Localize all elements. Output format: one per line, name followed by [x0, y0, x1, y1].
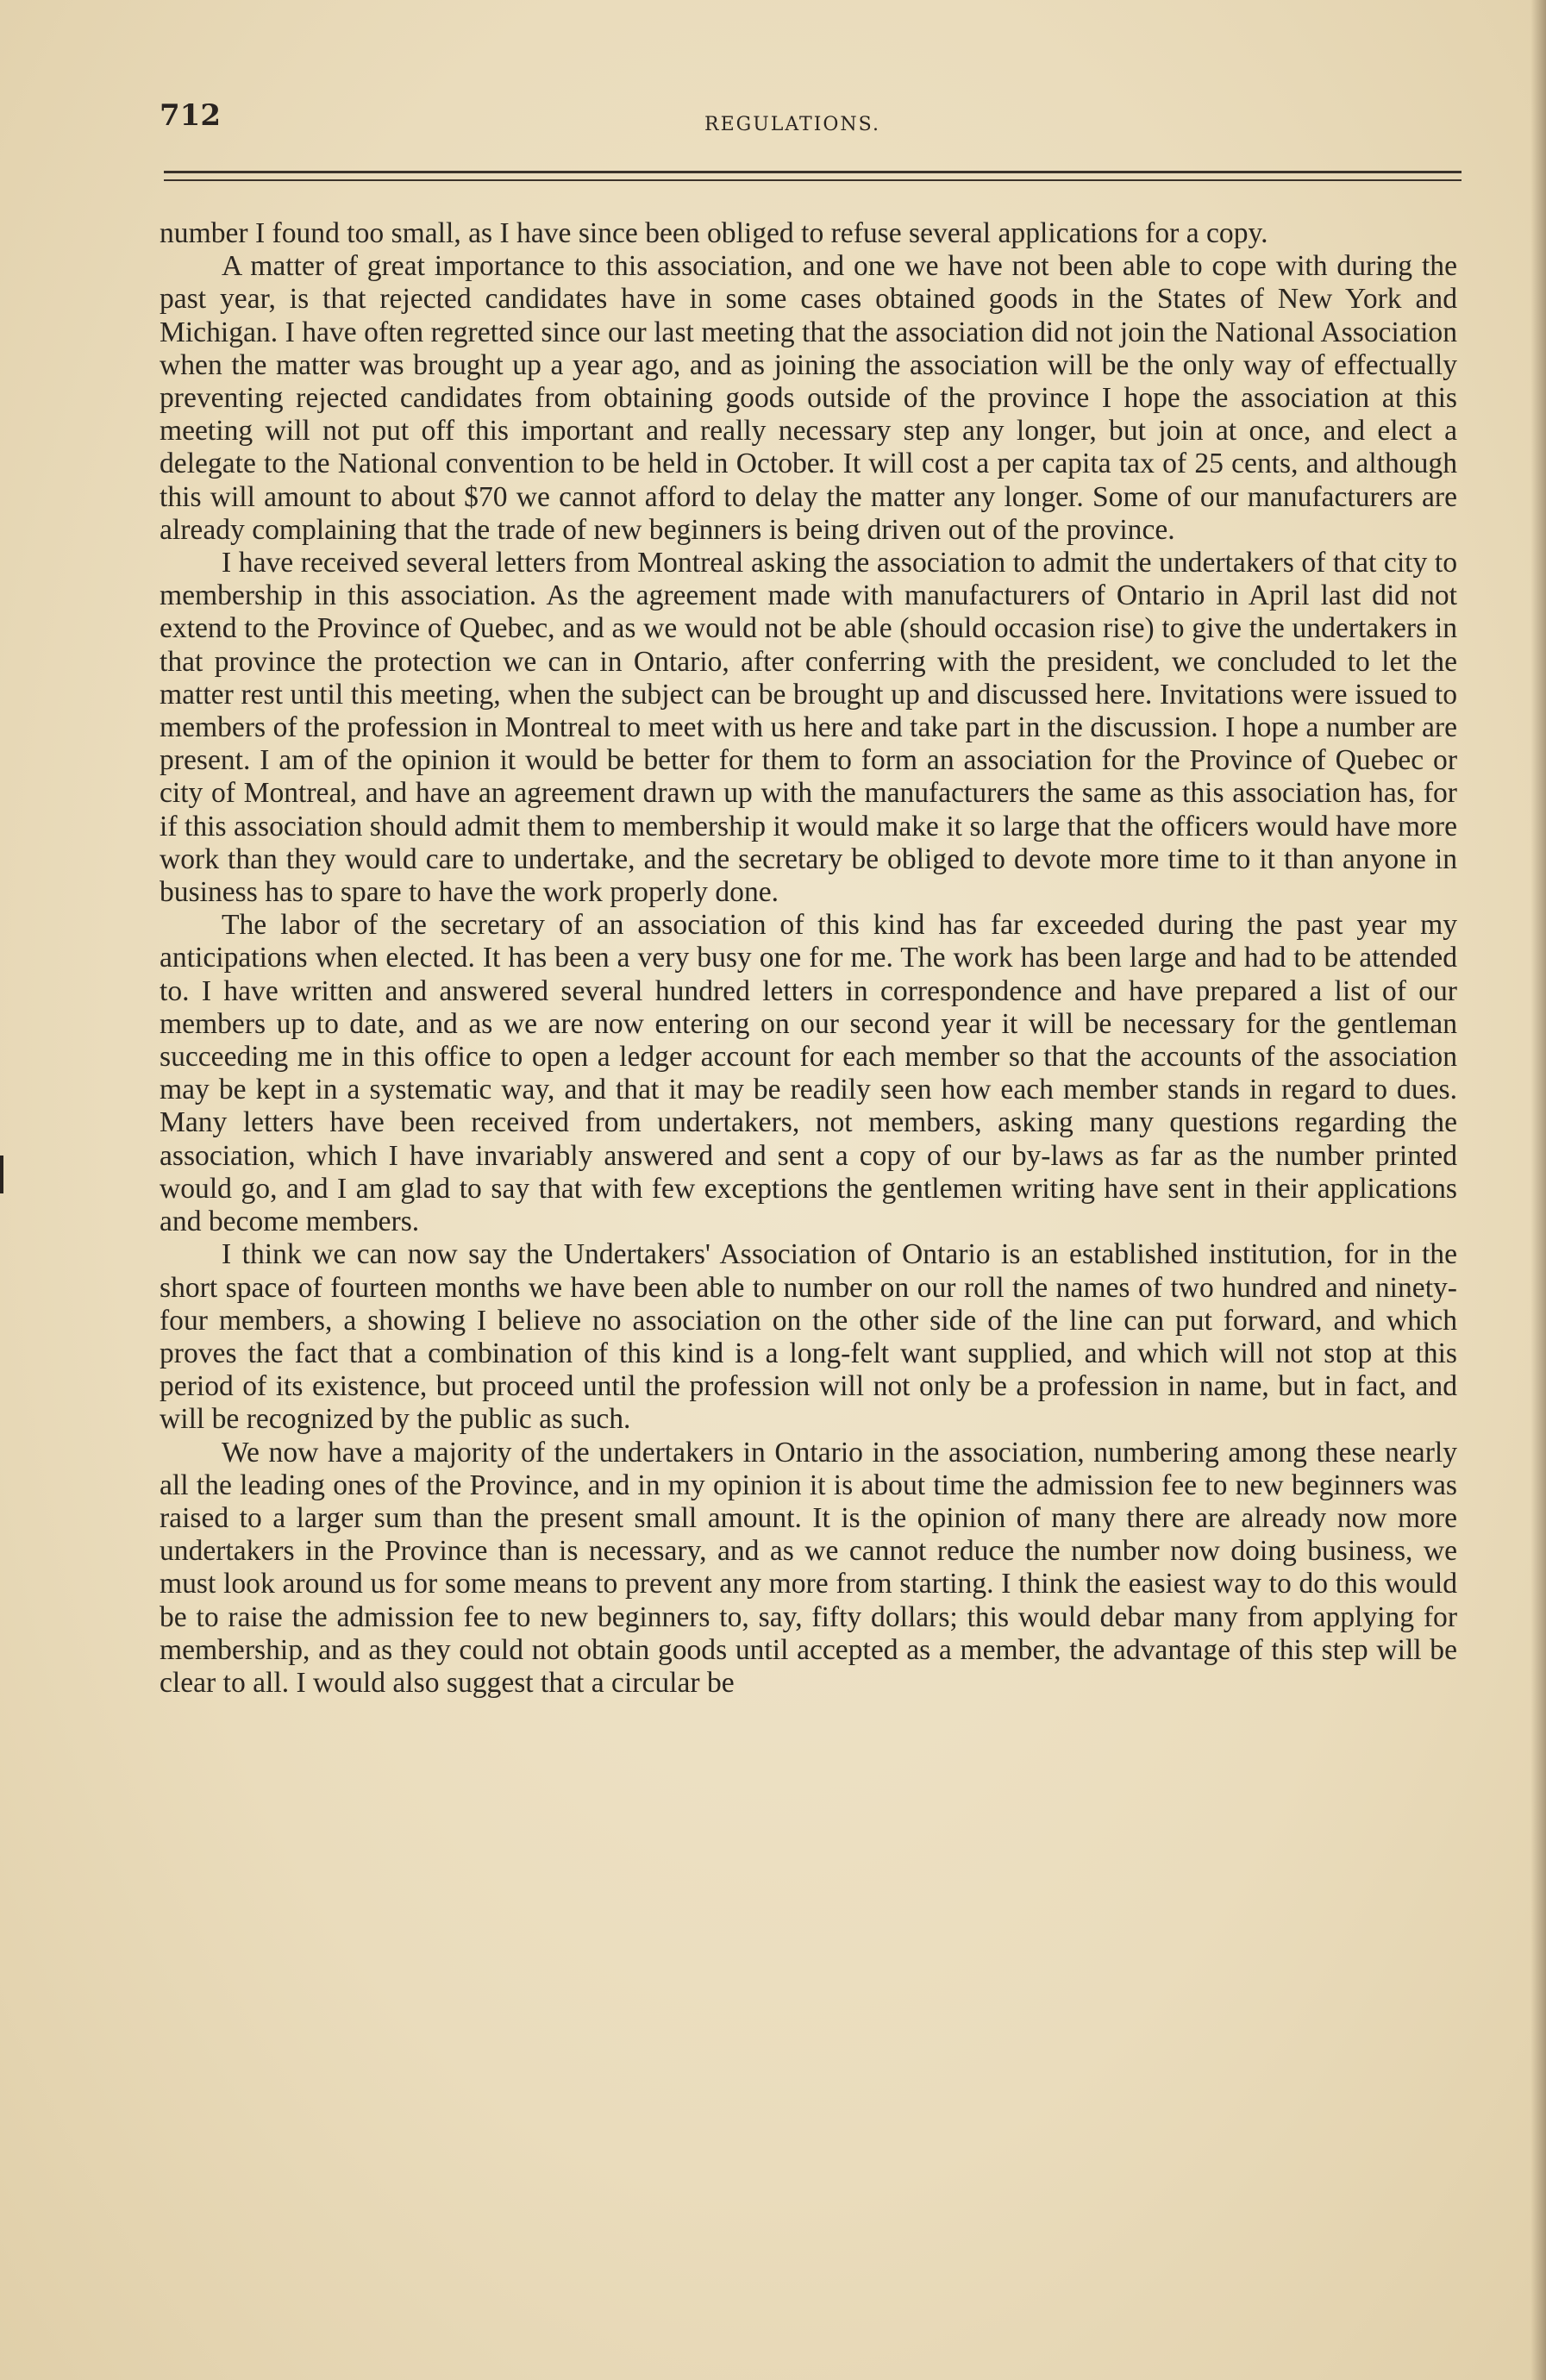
paragraph-rejected-candidates: A matter of great importance to this association, and one we have not been able to cope with during the past year, is that rejected candidates have in some cases obtained goods in the States of New York and Michigan. I have often regretted since our last meeting that the association did not join the National Association when the matter was brought up a year ago, and as joining the association will be the only way of effectually preventing rejected candidates from obtaining goods outside of the province I hope the association at this meeting will not put off this important and really necessary step any longer, but join at once, and elect a delegate to the National convention to be held in October. It will cost a per capita tax of 25 cents, and although this will amount to about $70 we cannot afford to delay the matter any longer. Some of our manufacturers are already complaining that the trade of new beginners is being driven out of the province. — [160, 250, 1457, 546]
page-number: 712 — [160, 98, 221, 133]
body-text — [160, 217, 1457, 1700]
paragraph-secretary-labor: The labor of the secretary of an association of this kind has far exceeded during the past year my anticipations when elected. It has been a very busy one for me. The work has been large and had to be attended to. I have written and answered several hundred letters in correspondence and have prepared a list of our members up to date, and as we are now entering on our second year it will be necessary for the gentleman succeeding me in this office to open a ledger account for each member so that the accounts of the association may be kept in a systematic way, and that it may be readily seen how each member stands in regard to dues. Many letters have been received from undertakers, not members, asking many questions regarding the association, which I have invariably answered and sent a copy of our by-laws as far as the number printed would go, and I am glad to say that with few exceptions the gentlemen writing have sent in their applications and become members. — [160, 909, 1457, 1238]
header-rule-thin — [164, 179, 1462, 181]
paragraph-montreal-letters: I have received several letters from Montreal asking the association to admit the undertakers of that city to membership in this association. As the agreement made with manufacturers of Ontario in April last did not extend to the Province of Quebec, and as we would not be able (should occasion rise) to give the undertakers in that province the protection we can in Ontario, after conferring with the president, we concluded to let the matter rest until this meeting, when the subject can be brought up and discussed here. Invitations were issued to members of the profession in Montreal to meet with us here and take part in the discussion. I hope a number are present. I am of the opinion it would be better for them to form an association for the Province of Quebec or city of Montreal, and have an agreement drawn up with the manufacturers the same as this association has, for if this association should admit them to membership it would make it so large that the officers would have more work than they would care to undertake, and the secretary be obliged to devote more time to it than anyone in business has to spare to have the work properly done. — [160, 547, 1457, 909]
header-rule-thick — [164, 171, 1462, 173]
paragraph-admission-fee: We now have a majority of the undertakers in Ontario in the association, numbering among these nearly all the leading ones of the Province, and in my opinion it is about time the admission fee to new beginners was raised to a larger sum than the present small amount. It is the opinion of many there are already now more undertakers in the Province than is necessary, and as we cannot reduce the number now doing business, we must look around us for some means to prevent any more from starting. I think the easiest way to do this would be to raise the admission fee to new beginners to, say, fifty dollars; this would debar many from applying for membership, and as they could not obtain goods until accepted as a member, the advantage of this step will be clear to all. I would also suggest that a circular be — [160, 1436, 1457, 1699]
page-header — [160, 95, 1462, 147]
header-rule — [164, 171, 1462, 186]
running-title: REGULATIONS. — [704, 114, 880, 135]
paragraph-established-institution: I think we can now say the Undertakers' Association of Ontario is an established institution, for in the short space of fourteen months we have been able to number on our roll the names of two hundred and ninety-four members, a showing I believe no association on the other side of the line can put forward, and which proves the fact that a combination of this kind is a long-felt want supplied, and which will not stop at this period of its existence, but proceed until the profession will not only be a profession in name, but in fact, and will be recognized by the public as such. — [160, 1238, 1457, 1436]
page-edge-shadow — [1530, 0, 1546, 2380]
margin-mark — [0, 1156, 3, 1193]
paragraph-continuation: number I found too small, as I have since been obliged to refuse several applications for a copy. — [160, 217, 1268, 249]
